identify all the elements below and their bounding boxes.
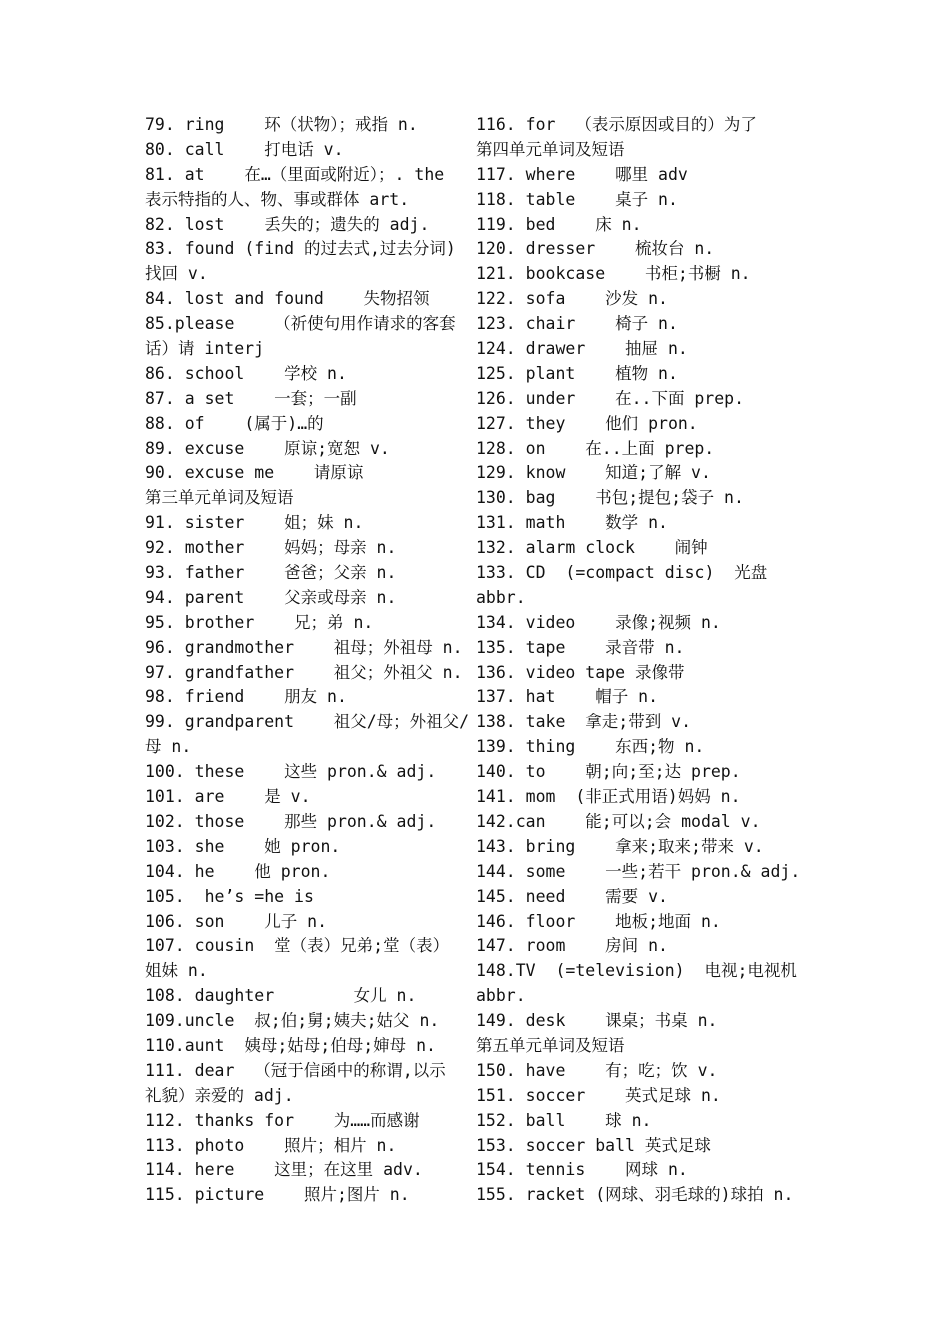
right-column-line: 141. mom (非正式用语)妈妈 n.: [476, 787, 741, 807]
right-column-line: 132. alarm clock 闹钟: [476, 538, 708, 558]
right-column-line: 154. tennis 网球 n.: [476, 1160, 688, 1180]
left-column-line: 84. lost and found 失物招领: [145, 289, 430, 309]
right-column-line: 145. need 需要 v.: [476, 886, 668, 906]
right-column-line: abbr.: [476, 587, 526, 607]
left-column-line: 第三单元单词及短语: [145, 488, 294, 508]
left-column-line: 90. excuse me 请原谅: [145, 463, 364, 483]
right-column-line: 124. drawer 抽屉 n.: [476, 339, 688, 359]
right-column-line: 120. dresser 梳妆台 n.: [476, 239, 715, 259]
left-column-line: 107. cousin 堂（表）兄弟;堂（表）: [145, 936, 450, 956]
right-column-line: 118. table 桌子 n.: [476, 189, 678, 209]
left-column-line: 106. son 儿子 n.: [145, 911, 328, 931]
right-column-line: 137. hat 帽子 n.: [476, 687, 659, 707]
right-column: [476, 113, 816, 1208]
left-column-line: 108. daughter 女儿 n.: [145, 986, 417, 1006]
left-column-line: 105. he’s =he is: [145, 886, 314, 906]
right-column-line: 131. math 数学 n.: [476, 513, 668, 533]
right-column-line: 133. CD (=compact disc) 光盘: [476, 563, 768, 583]
left-column-line: 93. father 爸爸；父亲 n.: [145, 563, 397, 583]
right-column-line: 121. bookcase 书柜;书橱 n.: [476, 264, 751, 284]
left-column-line: 92. mother 妈妈；母亲 n.: [145, 538, 397, 558]
right-column-line: 136. video tape 录像带: [476, 662, 685, 682]
left-column-line: 96. grandmother 祖母；外祖母 n.: [145, 637, 463, 657]
left-column-line: 103. she 她 pron.: [145, 836, 341, 856]
right-column-line: 128. on 在..上面 prep.: [476, 438, 715, 458]
left-column-line: 104. he 他 pron.: [145, 861, 331, 881]
left-column-line: 101. are 是 v.: [145, 787, 311, 807]
left-column-line: 102. those 那些 pron.& adj.: [145, 811, 437, 831]
right-column-line: 139. thing 东西;物 n.: [476, 737, 705, 757]
right-column-line: 126. under 在..下面 prep.: [476, 388, 745, 408]
left-column: [145, 113, 475, 1208]
right-column-line: abbr.: [476, 986, 526, 1006]
right-column-line: 149. desk 课桌；书桌 n.: [476, 1011, 718, 1031]
left-column-line: 89. excuse 原谅;宽恕 v.: [145, 438, 390, 458]
right-column-line: 135. tape 录音带 n.: [476, 637, 685, 657]
left-column-line: 母 n.: [145, 737, 192, 757]
right-column-line: 129. know 知道;了解 v.: [476, 463, 711, 483]
left-column-line: 114. here 这里；在这里 adv.: [145, 1160, 423, 1180]
left-column-line: 83. found (find 的过去式,过去分词): [145, 239, 456, 259]
left-column-line: 98. friend 朋友 n.: [145, 687, 347, 707]
right-column-line: 134. video 录像;视频 n.: [476, 612, 721, 632]
right-column-line: 148.TV (=television) 电视;电视机: [476, 961, 797, 981]
right-column-line: 119. bed 床 n.: [476, 214, 642, 234]
left-column-line: 79. ring 环（状物）；戒指 n.: [145, 115, 418, 134]
right-column-line: 142.can 能;可以;会 modal v.: [476, 811, 761, 831]
left-column-line: 姐妹 n.: [145, 961, 208, 981]
left-column-line: 100. these 这些 pron.& adj.: [145, 762, 437, 782]
left-column-line: 88. of (属于)…的: [145, 413, 324, 433]
left-column-line: 80. call 打电话 v.: [145, 139, 344, 159]
right-column-line: 138. take 拿走;带到 v.: [476, 712, 692, 732]
left-column-line: 话）请 interj: [145, 339, 265, 359]
left-column-line: 86. school 学校 n.: [145, 363, 347, 383]
right-column-line: 155. racket (网球、羽毛球的)球拍 n.: [476, 1185, 794, 1205]
right-column-line: 147. room 房间 n.: [476, 936, 668, 956]
left-column-line: 表示特指的人、物、事或群体 art.: [145, 189, 410, 209]
left-column-line: 85.please （祈使句用作请求的客套: [145, 314, 456, 334]
left-column-line: 110.aunt 姨母;姑母;伯母;婶母 n.: [145, 1035, 436, 1055]
left-column-line: 81. at 在…（里面或附近）；. the: [145, 164, 445, 184]
left-column-line: 99. grandparent 祖父/母；外祖父/: [145, 712, 470, 732]
left-column-line: 113. photo 照片；相片 n.: [145, 1135, 397, 1155]
left-column-line: 礼貌）亲爱的 adj.: [145, 1085, 294, 1105]
right-column-line: 144. some 一些;若干 pron.& adj.: [476, 861, 801, 881]
right-column-line: 125. plant 植物 n.: [476, 363, 678, 383]
left-column-line: 95. brother 兄；弟 n.: [145, 612, 374, 632]
right-column-line: 153. soccer ball 英式足球: [476, 1135, 711, 1155]
left-column-line: 91. sister 姐；妹 n.: [145, 513, 364, 533]
right-column-line: 146. floor 地板;地面 n.: [476, 911, 721, 931]
left-column-line: 115. picture 照片;图片 n.: [145, 1185, 410, 1205]
left-column-line: 97. grandfather 祖父；外祖父 n.: [145, 662, 463, 682]
left-column-line: 112. thanks for 为……而感谢: [145, 1110, 420, 1130]
right-column-line: 第五单元单词及短语: [476, 1035, 625, 1055]
left-column-line: 82. lost 丢失的；遗失的 adj.: [145, 214, 430, 234]
right-column-line: 151. soccer 英式足球 n.: [476, 1085, 721, 1105]
left-column-line: 109.uncle 叔;伯;舅;姨夫;姑父 n.: [145, 1011, 440, 1031]
right-column-line: 130. bag 书包;提包;袋子 n.: [476, 488, 744, 508]
right-column-line: 123. chair 椅子 n.: [476, 314, 678, 334]
right-column-line: 152. ball 球 n.: [476, 1110, 652, 1130]
left-column-line: 找回 v.: [145, 264, 208, 284]
right-column-line: 第四单元单词及短语: [476, 139, 625, 159]
right-column-line: 127. they 他们 pron.: [476, 413, 698, 433]
right-column-line: 117. where 哪里 adv: [476, 164, 688, 184]
right-column-line: 140. to 朝;向;至;达 prep.: [476, 762, 741, 782]
right-column-line: 122. sofa 沙发 n.: [476, 289, 668, 309]
left-column-line: 87. a set 一套；一副: [145, 388, 357, 408]
left-column-line: 94. parent 父亲或母亲 n.: [145, 587, 397, 607]
right-column-line: 143. bring 拿来;取来;带来 v.: [476, 836, 764, 856]
left-column-line: 111. dear （冠于信函中的称谓,以示: [145, 1060, 446, 1080]
right-column-line: 116. for （表示原因或目的）为了: [476, 115, 757, 134]
right-column-line: 150. have 有；吃；饮 v.: [476, 1060, 718, 1080]
